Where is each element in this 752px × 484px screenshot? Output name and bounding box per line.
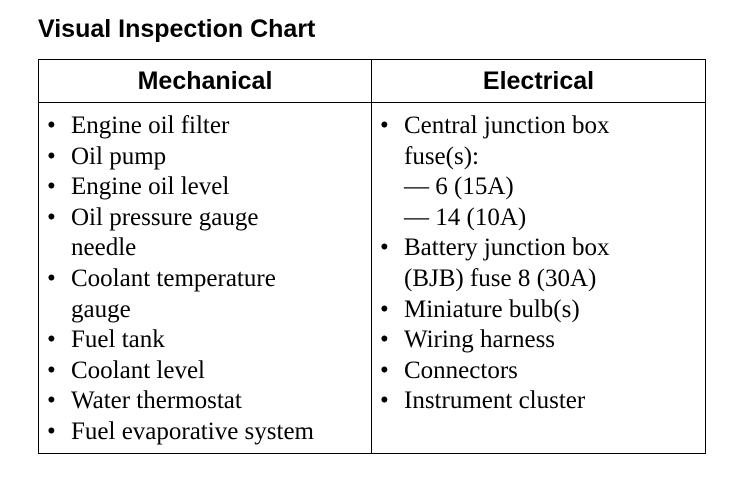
- bullet-icon: •: [47, 142, 56, 170]
- list-item-text: Instrument cluster: [404, 387, 586, 415]
- list-item-text: — 14 (10A): [404, 203, 527, 231]
- bullet-icon: •: [380, 295, 389, 323]
- list-item: [372, 325, 705, 356]
- bullet-icon: •: [47, 356, 56, 384]
- list-item: [372, 386, 705, 417]
- bullet-icon: •: [47, 417, 56, 445]
- list-item: [39, 111, 371, 142]
- list-item: [372, 295, 705, 326]
- list-item-text: Engine oil filter: [71, 112, 230, 139]
- list-item: [39, 172, 371, 203]
- list-item-text: Fuel evaporative system: [71, 417, 314, 445]
- list-item: [372, 111, 705, 233]
- bullet-icon: •: [47, 264, 56, 292]
- list-item: [372, 233, 705, 294]
- column-header-mechanical: Mechanical: [39, 60, 372, 103]
- electrical-cell: [372, 103, 706, 454]
- list-item-text: Coolant temperature: [71, 264, 276, 292]
- list-item-text: Miniature bulb(s): [404, 295, 580, 323]
- list-item: [39, 417, 371, 448]
- bullet-icon: •: [380, 326, 389, 354]
- list-item: [372, 356, 705, 387]
- bullet-icon: •: [47, 173, 56, 201]
- list-item-text: fuse(s):: [404, 142, 479, 170]
- bullet-icon: •: [47, 326, 56, 354]
- inspection-table: [38, 59, 706, 454]
- bullet-icon: •: [380, 234, 389, 262]
- electrical-list: [372, 111, 705, 417]
- list-item-text: (BJB) fuse 8 (30A): [404, 264, 597, 292]
- content-row: [39, 103, 706, 454]
- list-item-text: Oil pump: [71, 142, 167, 170]
- list-item: [39, 203, 371, 264]
- list-item: [39, 142, 371, 173]
- page-title: Visual Inspection Chart: [38, 15, 316, 43]
- list-item: [39, 356, 371, 387]
- list-item-text: Coolant level: [71, 356, 205, 384]
- list-item-text: Water thermostat: [71, 387, 242, 415]
- list-item: [39, 264, 371, 325]
- list-item-text: Battery junction box: [404, 234, 610, 262]
- list-item-text: Engine oil level: [71, 173, 230, 201]
- bullet-icon: •: [47, 203, 56, 231]
- list-item-text: — 6 (15A): [404, 173, 514, 201]
- list-item-text: Fuel tank: [71, 326, 165, 354]
- list-item-text: Wiring harness: [404, 326, 556, 354]
- mechanical-list: [39, 111, 371, 448]
- list-item-text: Connectors: [404, 356, 518, 384]
- list-item-text: Oil pressure gauge: [71, 203, 259, 231]
- header-row: [39, 60, 706, 103]
- list-item-text: gauge: [71, 295, 131, 323]
- bullet-icon: •: [47, 387, 56, 415]
- bullet-icon: •: [380, 112, 389, 139]
- list-item: [39, 325, 371, 356]
- bullet-icon: •: [380, 387, 389, 415]
- bullet-icon: •: [380, 356, 389, 384]
- mechanical-cell: [39, 103, 372, 454]
- list-item-text: Central junction box: [404, 112, 610, 139]
- list-item-text: needle: [71, 234, 137, 262]
- list-item: [39, 386, 371, 417]
- bullet-icon: •: [47, 112, 56, 139]
- column-header-electrical: Electrical: [372, 60, 706, 103]
